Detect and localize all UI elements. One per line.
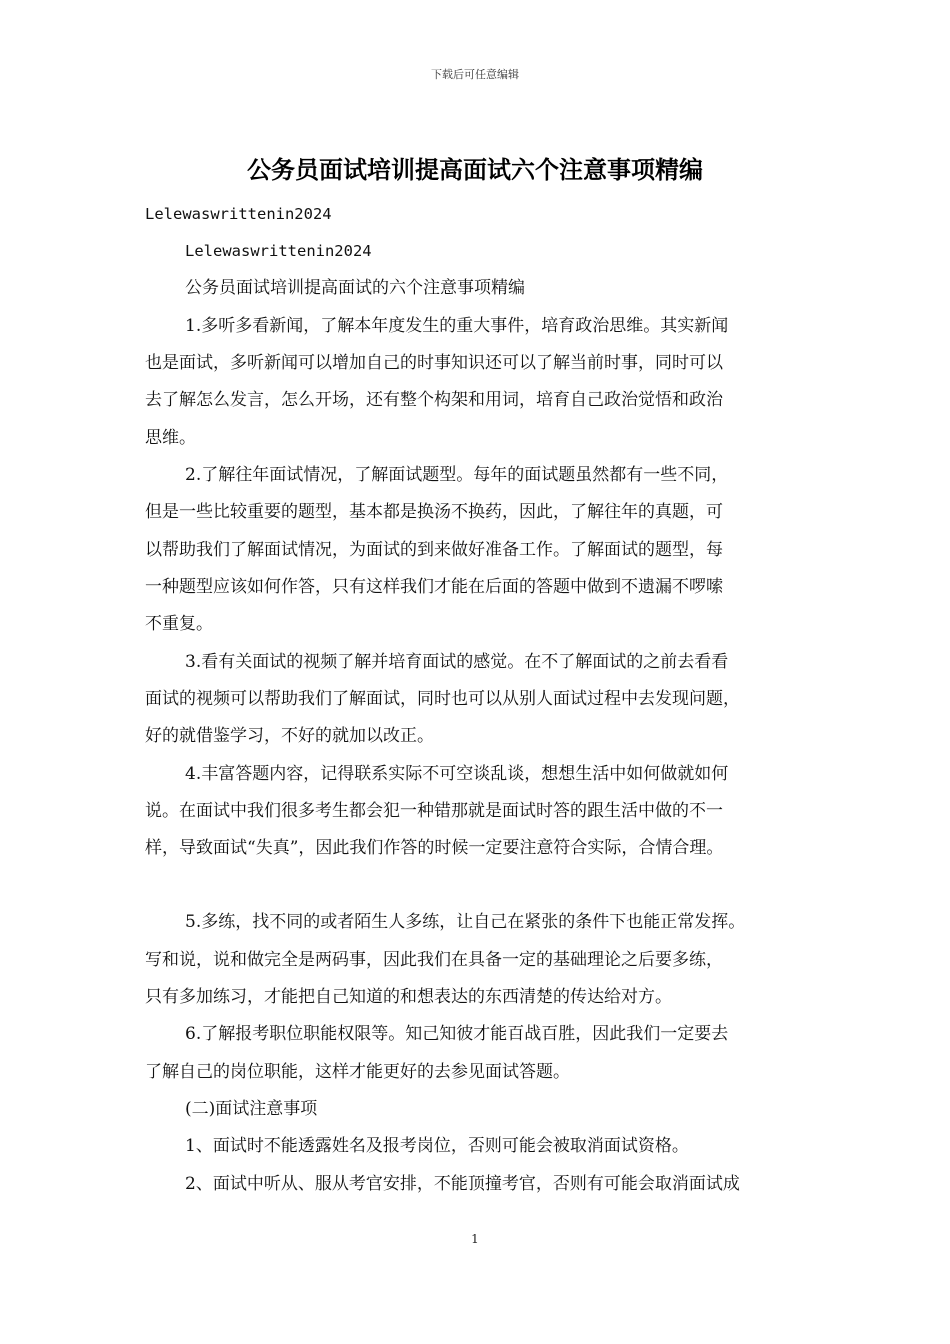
paragraph-2-line: 以帮助我们了解面试情况，为面试的到来做好准备工作。了解面试的题型，每 [145, 540, 723, 560]
section-heading: (二)面试注意事项 [185, 1099, 318, 1119]
document-title: 公务员面试培训提高面试六个注意事项精编 [247, 156, 703, 184]
paragraph-4-line: 4.丰富答题内容，记得联系实际不可空谈乱谈，想想生活中如何做就如何 [185, 764, 729, 784]
paragraph-5-line: 5.多练，找不同的或者陌生人多练，让自己在紧张的条件下也能正常发挥。 [185, 912, 746, 932]
paragraph-1-line: 去了解怎么发言，怎么开场，还有整个构架和用词，培育自己政治觉悟和政治 [145, 390, 723, 410]
paragraph-3-line: 面试的视频可以帮助我们了解面试，同时也可以从别人面试过程中去发现问题， [145, 689, 740, 709]
paragraph-4-line: 样，导致面试“失真”，因此我们作答的时候一定要注意符合实际，合情合理。 [145, 838, 724, 858]
author-line: Lelewaswrittenin2024 [145, 205, 332, 223]
paragraph-4-line: 说。在面试中我们很多考生都会犯一种错那就是面试时答的跟生活中做的不一 [145, 801, 723, 821]
paragraph-1-line: 思维。 [145, 428, 196, 448]
author-line-indented: Lelewaswrittenin2024 [185, 242, 372, 260]
paragraph-3-line: 好的就借鉴学习，不好的就加以改正。 [145, 726, 434, 746]
notice-item-2: 2、面试中听从、服从考官安排，不能顶撞考官，否则有可能会取消面试成 [185, 1174, 740, 1194]
paragraph-5-line: 写和说，说和做完全是两码事，因此我们在具备一定的基础理论之后要多练， [145, 950, 723, 970]
notice-item-1: 1、面试时不能透露姓名及报考岗位，否则可能会被取消面试资格。 [185, 1136, 689, 1156]
paragraph-5-line: 只有多加练习，才能把自己知道的和想表达的东西清楚的传达给对方。 [145, 987, 672, 1007]
paragraph-3-line: 3.看有关面试的视频了解并培育面试的感觉。在不了解面试的之前去看看 [185, 652, 729, 672]
page-header-note: 下载后可任意编辑 [431, 68, 519, 81]
paragraph-2-line: 一种题型应该如何作答，只有这样我们才能在后面的答题中做到不遗漏不啰嗦 [145, 577, 723, 597]
paragraph-2-line: 不重复。 [145, 614, 213, 634]
paragraph-6-line: 6.了解报考职位职能权限等。知己知彼才能百战百胜，因此我们一定要去 [185, 1024, 729, 1044]
subtitle-line: 公务员面试培训提高面试的六个注意事项精编 [185, 278, 525, 298]
paragraph-1-line: 也是面试，多听新闻可以增加自己的时事知识还可以了解当前时事，同时可以 [145, 353, 723, 373]
paragraph-2-line: 但是一些比较重要的题型，基本都是换汤不换药，因此，了解往年的真题，可 [145, 502, 723, 522]
paragraph-1-line: 1.多听多看新闻，了解本年度发生的重大事件，培育政治思维。其实新闻 [185, 316, 729, 336]
paragraph-2-line: 2.了解往年面试情况，了解面试题型。每年的面试题虽然都有一些不同， [185, 465, 729, 485]
page-number: 1 [471, 1232, 479, 1246]
paragraph-6-line: 了解自己的岗位职能，这样才能更好的去参见面试答题。 [145, 1062, 570, 1082]
